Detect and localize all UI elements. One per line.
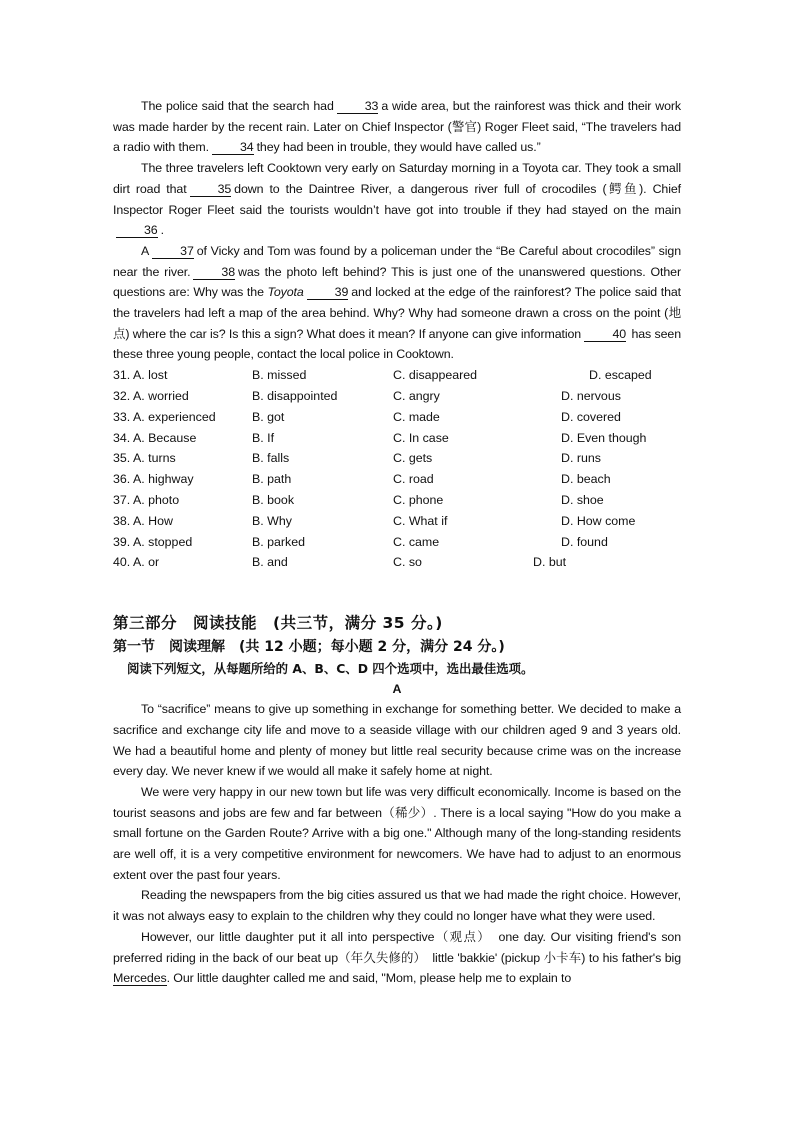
option-d: D. nervous: [561, 388, 621, 403]
text-run: A: [141, 243, 150, 258]
option-c: C. What if: [393, 513, 448, 528]
options-row-40: [113, 552, 681, 573]
section-instruction: 阅读下列短文，从每题所给的 A、B、C、D 四个选项中，选出最佳选项。: [127, 661, 534, 677]
option-c: C. phone: [393, 492, 444, 507]
blank-37: 37: [152, 244, 194, 259]
option-b: B. parked: [252, 534, 306, 549]
section-subtitle: 第一节 阅读理解 (共 12 小题；每小题 2 分，满分 24 分。): [113, 639, 505, 656]
option-b: B. book: [252, 492, 295, 507]
blank-40: 40: [584, 327, 626, 342]
text-run: a wide area, but the rainforest was thick and their work was made harder by the recent rain. Later on Chief Inspector (警官) Roger Fleet said, “The travelers had a radio with them.: [113, 99, 681, 155]
blank-35: 35: [190, 182, 232, 197]
option-c: C. gets: [393, 451, 433, 466]
option-b: B. path: [252, 472, 292, 487]
options-row-34: [113, 428, 681, 449]
option-a: 32. A. worried: [113, 388, 189, 403]
option-a: 38. A. How: [113, 513, 173, 528]
option-c: C. angry: [393, 388, 440, 403]
option-d: D. covered: [561, 409, 621, 424]
option-d: D. escaped: [589, 368, 652, 383]
text-run: has seen these three young people, contact the local police in Cooktown.: [113, 326, 682, 362]
blank-39: 39: [307, 285, 349, 300]
option-d: D. How come: [561, 513, 636, 528]
toyota-italic: Toyota: [267, 285, 304, 300]
blank-34: 34: [212, 140, 254, 155]
mercedes-underlined: Mercedes: [113, 971, 167, 986]
option-a: 35. A. turns: [113, 451, 176, 466]
option-a: 36. A. highway: [113, 472, 194, 487]
options-row-37: [113, 490, 681, 511]
option-d: D. shoe: [561, 492, 604, 507]
option-c: C. disappeared: [393, 368, 478, 383]
option-b: B. and: [252, 555, 288, 570]
document-content: [113, 96, 681, 989]
text-run: . Our little daughter called me and said, "Mom, please help me to explain to: [166, 971, 572, 986]
option-a: 37. A. photo: [113, 492, 180, 507]
options-row-36: [113, 469, 681, 490]
option-b: B. missed: [252, 368, 307, 383]
text-run: and locked at the edge of the rainforest? The police said that the travelers had left a map of the area behind. Why? Why had someone drawn a cross on the point (地点) where the car is? Is this a sign? What does it mean? If anyone can give information: [113, 285, 681, 341]
text-run: they had been in trouble, they would have called us.”: [256, 140, 541, 155]
option-c: C. came: [393, 534, 440, 549]
option-c: C. so: [393, 555, 422, 570]
text-run: down to the Daintree River, a dangerous river full of crocodiles (鳄鱼). Chief Inspector Roger Fleet said the tourists wouldn’t have got into trouble if they had stayed on the main: [113, 181, 681, 217]
passage-label: A: [392, 682, 402, 697]
option-c: C. In case: [393, 430, 449, 445]
options-row-31: [113, 365, 681, 386]
option-c: C. made: [393, 409, 440, 424]
passage-paragraph-3: Reading the newspapers from the big cities assured us that we had made the right choice. However, it was not always easy to explain to the children why they could no longer have what they were used.: [113, 888, 681, 924]
options-row-33: [113, 407, 681, 428]
blank-36: 36: [116, 223, 158, 238]
blank-38: 38: [193, 265, 235, 280]
options-row-35: [113, 448, 681, 469]
text-run: However, our little daughter put it all into perspective（观点） one day. Our visiting friend's son preferred riding in the back of our beat up（年久失修的） little 'bakkie' (pickup 小卡车) to his father's big: [113, 929, 681, 965]
passage-paragraph-4: [113, 927, 681, 989]
option-a: 34. A. Because: [113, 430, 197, 445]
text-run: The three travelers left Cooktown very early on Saturday morning in a Toyota car. They took a small dirt road that: [113, 161, 681, 196]
text-run: was the photo left behind? This is just one of the unanswered questions. Other questions are: Why was the: [113, 264, 681, 300]
option-d: D. found: [561, 534, 608, 549]
options-row-38: [113, 511, 681, 532]
option-c: C. road: [393, 472, 434, 487]
options-list: [113, 365, 681, 573]
option-b: B. disappointed: [252, 388, 338, 403]
option-a: 40. A. or: [113, 555, 160, 570]
option-b: B. If: [252, 430, 275, 445]
option-b: B. Why: [252, 513, 292, 528]
options-row-32: [113, 386, 681, 407]
passage-paragraph-2: We were very happy in our new town but life was very difficult economically. Income is based on the tourist seasons and jobs are few and far between（稀少）. There is a local saying "How do you make a small fortune on the Garden Route? Arrive with a big one." Although many of the long-standing residents are well off, it is a very competitive environment for newcomers. We have had to adjust to an enormous extent over the past four years.: [113, 784, 681, 882]
option-b: B. falls: [252, 451, 290, 466]
option-d: D. beach: [561, 472, 611, 487]
text-run: of Vicky and Tom was found by a policeman under the “Be Careful about crocodiles” sign near the river.: [113, 243, 681, 279]
option-a: 31. A. lost: [113, 368, 168, 383]
option-a: 33. A. experienced: [113, 409, 216, 424]
cloze-paragraph-1: [113, 96, 681, 158]
passage-paragraph-1: To “sacrifice” means to give up something in exchange for something better. We decided to make a sacrifice and exchange city life and move to a seaside village with our children aged 9 and 3 years old. We had a beautiful home and plenty of money but little real security because crime was on the increase every day. We never knew if we would all make it safely home at night.: [113, 702, 681, 779]
option-b: B. got: [252, 409, 285, 424]
section-title: 第三部分 阅读技能 (共三节，满分 35 分。): [113, 614, 443, 633]
text-run: The police said that the search had: [141, 99, 334, 113]
cloze-paragraph-3: [113, 241, 681, 365]
cloze-paragraph-2: [113, 158, 681, 241]
option-d: D. runs: [561, 451, 601, 466]
blank-33: 33: [337, 99, 379, 114]
text-run: .: [160, 223, 164, 238]
option-a: 39. A. stopped: [113, 534, 193, 549]
option-d: D. Even though: [561, 430, 647, 445]
option-d: D. but: [533, 555, 567, 570]
options-row-39: [113, 532, 681, 553]
